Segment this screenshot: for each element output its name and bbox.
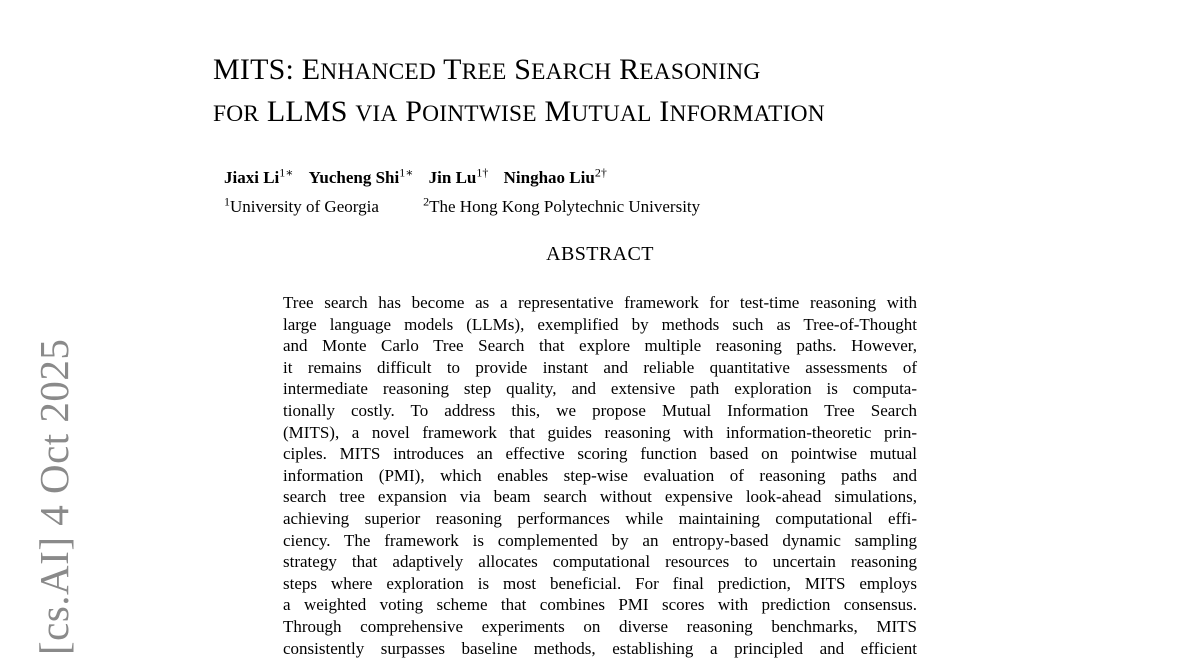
- author-name: Jiaxi Li: [224, 168, 279, 187]
- author-mark: 1∗: [399, 165, 413, 179]
- abstract-line: information (PMI), which enables step-wise evaluation of reasoning paths and: [283, 465, 917, 487]
- abstract-line: Through comprehensive experiments on diverse reasoning benchmarks, MITS: [283, 616, 917, 638]
- paper-title-line: FOR LLMS VIA POINTWISE MUTUAL INFORMATION: [213, 92, 825, 134]
- affiliation-name: University of Georgia: [230, 197, 379, 216]
- author: [224, 168, 293, 187]
- abstract-line: consistently surpasses baseline methods, establishing a principled and efficient: [283, 638, 917, 659]
- author: [504, 168, 607, 187]
- abstract-line: large language models (LLMs), exemplified by methods such as Tree-of-Thought: [283, 314, 917, 336]
- author-mark: 1∗: [279, 165, 293, 179]
- abstract-heading: ABSTRACT: [0, 243, 1200, 266]
- abstract-line: strategy that adaptively allocates computational resources to uncertain reasoning: [283, 551, 917, 573]
- abstract-line: ciency. The framework is complemented by an entropy-based dynamic sampling: [283, 530, 917, 552]
- affiliation: [423, 197, 700, 216]
- abstract-line: a weighted voting scheme that combines PMI scores with prediction consensus.: [283, 594, 917, 616]
- abstract-line: ciples. MITS introduces an effective scoring function based on pointwise mutual: [283, 443, 917, 465]
- author: [309, 168, 414, 187]
- author-name: Yucheng Shi: [309, 168, 400, 187]
- author-list: [224, 160, 740, 190]
- author-mark: 2†: [595, 165, 607, 179]
- author-block: [224, 160, 740, 219]
- paper-title-line: MITS: ENHANCED TREE SEARCH REASONING: [213, 50, 825, 92]
- affiliation-name: The Hong Kong Polytechnic University: [429, 197, 700, 216]
- abstract-body: [283, 292, 917, 659]
- abstract-line: search tree expansion via beam search without expensive look-ahead simulations,: [283, 486, 917, 508]
- author: [429, 168, 489, 187]
- abstract-line: and Monte Carlo Tree Search that explore multiple reasoning paths. However,: [283, 335, 917, 357]
- affiliation-number: 2: [423, 195, 429, 209]
- abstract-line: steps where exploration is most beneficial. For final prediction, MITS employs: [283, 573, 917, 595]
- abstract-line: (MITS), a novel framework that guides reasoning with information-theoretic prin-: [283, 422, 917, 444]
- abstract-line: achieving superior reasoning performances while maintaining computational effi-: [283, 508, 917, 530]
- author-name: Jin Lu: [429, 168, 477, 187]
- affiliation: [224, 197, 379, 216]
- arxiv-stamp: [cs.AI] 4 Oct 2025: [30, 339, 78, 655]
- abstract-line: intermediate reasoning step quality, and extensive path exploration is computa-: [283, 378, 917, 400]
- affiliation-list: [224, 190, 740, 220]
- abstract-line: it remains difficult to provide instant and reliable quantitative assessments of: [283, 357, 917, 379]
- affiliation-number: 1: [224, 195, 230, 209]
- author-name: Ninghao Liu: [504, 168, 595, 187]
- author-mark: 1†: [476, 165, 488, 179]
- abstract-line: Tree search has become as a representative framework for test-time reasoning with: [283, 292, 917, 314]
- paper-title: [213, 50, 825, 134]
- abstract-line: tionally costly. To address this, we propose Mutual Information Tree Search: [283, 400, 917, 422]
